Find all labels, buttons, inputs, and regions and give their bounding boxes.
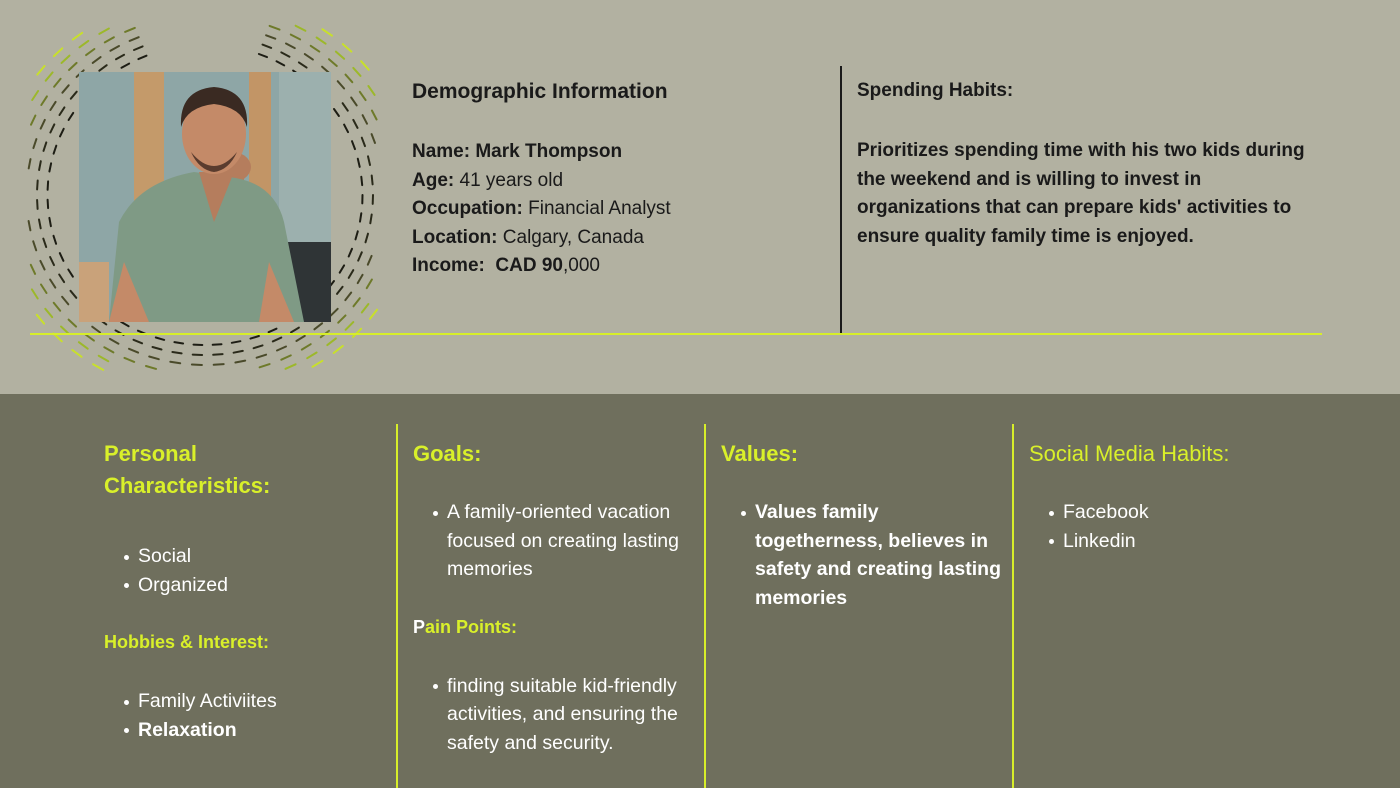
swirl-dash: [99, 356, 109, 361]
pain-points-list: [413, 672, 698, 758]
swirl-dash: [50, 124, 54, 132]
swirl-dash: [62, 85, 68, 92]
swirl-dash: [39, 220, 41, 229]
swirl-dash: [358, 275, 363, 283]
swirl-dash: [41, 285, 47, 294]
swirl-dash: [54, 146, 57, 154]
swirl-dash: [69, 320, 77, 327]
social-title: Social Media Habits:: [1029, 441, 1230, 466]
swirl-dash: [281, 52, 289, 56]
list-item: Relaxation: [104, 716, 384, 745]
swirl-dash: [311, 46, 320, 52]
spending-title: Spending Habits:: [857, 80, 1014, 101]
swirl-dash: [59, 275, 64, 283]
swirl-dash: [235, 361, 245, 363]
swirl-dash: [351, 98, 357, 106]
swirl-dash: [367, 280, 372, 289]
swirl-dash: [269, 329, 277, 333]
swirl-dash: [368, 86, 374, 95]
location-label: Location:: [412, 226, 498, 248]
swirl-dash: [156, 338, 164, 340]
swirl-dash: [37, 181, 38, 190]
swirl-dash: [322, 29, 332, 36]
swirl-dash: [29, 221, 31, 230]
swirl-dash: [362, 138, 365, 146]
swirl-dash: [356, 231, 358, 239]
swirl-dash: [54, 79, 61, 87]
personal-title: [104, 438, 384, 502]
swirl-dash: [49, 218, 51, 226]
swirl-dash: [121, 322, 129, 326]
swirl-dash: [361, 177, 362, 185]
swirl-dash: [62, 297, 68, 305]
swirl-dash: [174, 342, 183, 343]
swirl-dash: [110, 339, 119, 344]
age-value: 41 years old: [459, 169, 564, 191]
swirl-dash: [213, 354, 222, 355]
swirl-dash: [360, 92, 366, 100]
swirl-dash: [358, 252, 362, 260]
swirl-dash: [71, 92, 77, 99]
swirl-dash: [214, 364, 224, 365]
swirl-dash: [313, 361, 323, 367]
personal-characteristics-column: [104, 438, 384, 744]
swirl-dash: [50, 257, 54, 265]
swirl-dash: [349, 249, 352, 257]
swirl-dash: [62, 56, 70, 63]
name-row: [412, 138, 671, 167]
occupation-row: [412, 195, 671, 224]
swirl-dash: [277, 347, 286, 351]
swirl-dash: [130, 37, 139, 41]
swirl-dash: [234, 351, 243, 353]
swirl-dash: [153, 347, 162, 350]
income-value-rest: ,000: [563, 255, 600, 276]
swirl-dash: [345, 293, 351, 301]
swirl-dash: [125, 28, 135, 32]
swirl-dash: [86, 335, 94, 341]
personal-title-line1: Personal: [104, 441, 197, 466]
hobbies-list: [104, 687, 384, 744]
swirl-dash: [338, 315, 345, 322]
swirl-dash: [116, 55, 124, 60]
swirl-dash: [110, 46, 119, 51]
age-label: Age:: [412, 169, 455, 191]
swirl-dash: [93, 364, 103, 370]
swirl-dash: [149, 357, 159, 360]
swirl-dash: [105, 37, 114, 42]
swirl-dash: [93, 57, 101, 63]
goals-list: [413, 498, 698, 584]
swirl-dash: [41, 120, 45, 129]
swirl-dash: [366, 234, 369, 243]
swirl-dash: [286, 364, 296, 369]
swirl-dash: [60, 253, 64, 261]
location-row: [412, 224, 671, 253]
swirl-dash: [281, 355, 291, 359]
swirl-dash: [270, 26, 280, 30]
list-item: A family-oriented vacation focused on creating lasting memories: [413, 498, 698, 584]
swirl-dash: [305, 54, 313, 60]
swirl-dash: [79, 342, 88, 349]
swirl-dash: [134, 46, 143, 50]
swirl-dash: [354, 298, 360, 306]
swirl-dash: [54, 48, 62, 56]
personal-title-line2: Characteristics:: [104, 473, 271, 498]
swirl-dash: [122, 64, 130, 68]
swirl-dash: [372, 111, 377, 120]
demographic-info: [412, 79, 671, 281]
swirl-dash: [69, 63, 77, 70]
swirl-dash: [60, 107, 65, 115]
swirl-dash: [372, 176, 373, 185]
swirl-dash: [86, 49, 94, 55]
persona-photo: [79, 72, 331, 322]
swirl-dash: [277, 61, 285, 65]
values-title: Values:: [721, 441, 799, 466]
swirl-dash: [60, 129, 64, 137]
swirl-dash: [266, 35, 275, 38]
swirl-dash: [302, 344, 311, 349]
swirl-dash: [336, 52, 344, 59]
swirl-dash: [334, 346, 343, 353]
name-label: Name:: [412, 141, 471, 162]
list-item: Family Activiites: [104, 687, 384, 716]
swirl-dash: [69, 113, 74, 120]
swirl-dash: [370, 310, 377, 319]
swirl-dash: [50, 280, 55, 288]
swirl-dash: [53, 333, 61, 341]
swirl-dash: [92, 327, 100, 333]
swirl-dash: [353, 120, 357, 128]
list-item: Linkedin: [1029, 527, 1329, 556]
column-separator: [1012, 424, 1014, 788]
swirl-dash: [48, 200, 49, 208]
swirl-dash: [251, 336, 259, 339]
swirl-dash: [73, 33, 82, 40]
swirl-dash: [170, 362, 180, 364]
swirl-dash: [33, 241, 36, 250]
pain-title-rest: ain Points:: [425, 616, 518, 637]
swirl-dash: [349, 270, 354, 278]
location-value: Calgary, Canada: [502, 226, 644, 248]
swirl-dash: [296, 26, 306, 31]
swirl-dash: [296, 336, 304, 341]
spending-text: Prioritizes spending time with his two kids during the weekend and is willing to invest in organizations that can prepare kids' activities to ensure quality family time is enjoyed.: [857, 140, 1305, 247]
swirl-dash: [39, 161, 41, 170]
pain-title-first: P: [413, 616, 426, 637]
swirl-dash: [46, 72, 53, 80]
swirl-dash: [346, 322, 354, 330]
list-item: Organized: [104, 571, 384, 600]
swirl-dash: [54, 303, 61, 311]
swirl-dash: [125, 358, 135, 362]
swirl-dash: [368, 256, 372, 265]
swirl-dash: [372, 134, 375, 143]
swirl-dash: [104, 347, 113, 352]
swirl-dash: [37, 200, 38, 209]
swirl-dash: [291, 35, 300, 40]
swirl-dash: [314, 323, 322, 329]
list-item: finding suitable kid-friendly activities, and ensuring the safety and security.: [413, 672, 698, 758]
swirl-dash: [80, 41, 89, 47]
social-media-column: [1029, 438, 1329, 555]
swirl-dash: [129, 349, 138, 353]
list-item: Values family togetherness, believes in safety and creating lasting memories: [721, 498, 1006, 612]
swirl-dash: [343, 44, 352, 52]
swirl-dash: [352, 141, 355, 149]
swirl-dash: [54, 236, 57, 244]
swirl-dash: [263, 45, 272, 48]
swirl-dash: [299, 62, 307, 67]
swirl-dash: [344, 125, 348, 133]
swirl-dash: [338, 81, 344, 88]
swirl-dash: [331, 309, 338, 316]
swirl-dash: [368, 156, 370, 165]
pain-points-title: [413, 615, 698, 639]
swirl-dash: [329, 59, 337, 66]
swirl-dash: [259, 54, 267, 57]
goals-title: Goals:: [413, 441, 482, 466]
income-label: Income:: [412, 255, 485, 276]
swirl-dash: [32, 91, 38, 100]
swirl-dash: [260, 364, 270, 367]
personal-list: [104, 542, 384, 599]
swirl-dash: [360, 213, 361, 221]
values-column: [721, 438, 1006, 612]
list-item: Social: [104, 542, 384, 571]
swirl-dash: [138, 56, 146, 59]
swirl-dash: [37, 66, 44, 75]
swirl-dash: [337, 287, 343, 294]
demographic-title: Demographic Information: [412, 80, 668, 103]
swirl-dash: [370, 215, 371, 224]
swirl-dash: [257, 355, 267, 358]
swirl-dash: [346, 75, 353, 83]
swirl-dash: [291, 328, 299, 333]
swirl-dash: [43, 239, 46, 248]
column-separator: [396, 424, 398, 788]
column-separator: [704, 424, 706, 788]
swirl-dash: [41, 96, 47, 105]
goals-column: [413, 438, 698, 757]
income-value-bold: CAD 90: [495, 255, 563, 276]
swirl-dash: [353, 68, 360, 76]
swirl-dash: [45, 309, 52, 317]
swirl-dash: [327, 338, 336, 345]
swirl-dash: [99, 29, 109, 34]
swirl-dash: [146, 366, 156, 369]
swirl-dash: [254, 345, 263, 348]
swirl-dash: [44, 142, 47, 151]
swirl-dash: [71, 291, 77, 298]
swirl-dash: [134, 340, 143, 344]
swirl-dash: [363, 115, 367, 124]
swirl-dash: [99, 65, 106, 71]
name-value: Mark Thompson: [475, 141, 623, 162]
age-row: [412, 167, 671, 196]
swirl-dash: [32, 289, 38, 298]
swirl-dash: [172, 352, 181, 353]
swirl-dash: [40, 261, 44, 270]
swirl-dash: [31, 265, 35, 274]
swirl-dash: [213, 344, 222, 345]
swirl-dash: [317, 38, 326, 44]
swirl-dash: [37, 315, 44, 324]
hobbies-title: Hobbies & Interest:: [104, 632, 270, 652]
accent-horizontal-line: [30, 333, 1322, 335]
swirl-dash: [358, 159, 360, 167]
swirl-dash: [72, 350, 81, 357]
swirl-dash: [340, 265, 344, 272]
swirl-dash: [29, 159, 31, 168]
values-list: [721, 498, 1006, 612]
vertical-divider: [840, 66, 842, 334]
swirl-dash: [362, 304, 369, 313]
swirl-dash: [334, 109, 339, 116]
swirl-dash: [48, 181, 49, 189]
swirl-dash: [68, 270, 73, 277]
swirl-dash: [273, 338, 282, 342]
swirl-dash: [31, 116, 35, 125]
spending-habits: [857, 79, 1327, 251]
swirl-dash: [307, 353, 316, 359]
swirl-dash: [192, 365, 202, 366]
swirl-dash: [343, 103, 348, 111]
swirl-dash: [361, 61, 369, 69]
list-item: Facebook: [1029, 498, 1329, 527]
swirl-dash: [33, 139, 36, 148]
swirl-dash: [49, 163, 51, 171]
occupation-value: Financial Analyst: [528, 198, 671, 219]
income-row: [412, 252, 671, 281]
occupation-label: Occupation:: [412, 198, 523, 219]
social-list: [1029, 498, 1329, 555]
swirl-dash: [50, 102, 55, 110]
swirl-dash: [286, 44, 295, 49]
swirl-dash: [232, 341, 241, 343]
